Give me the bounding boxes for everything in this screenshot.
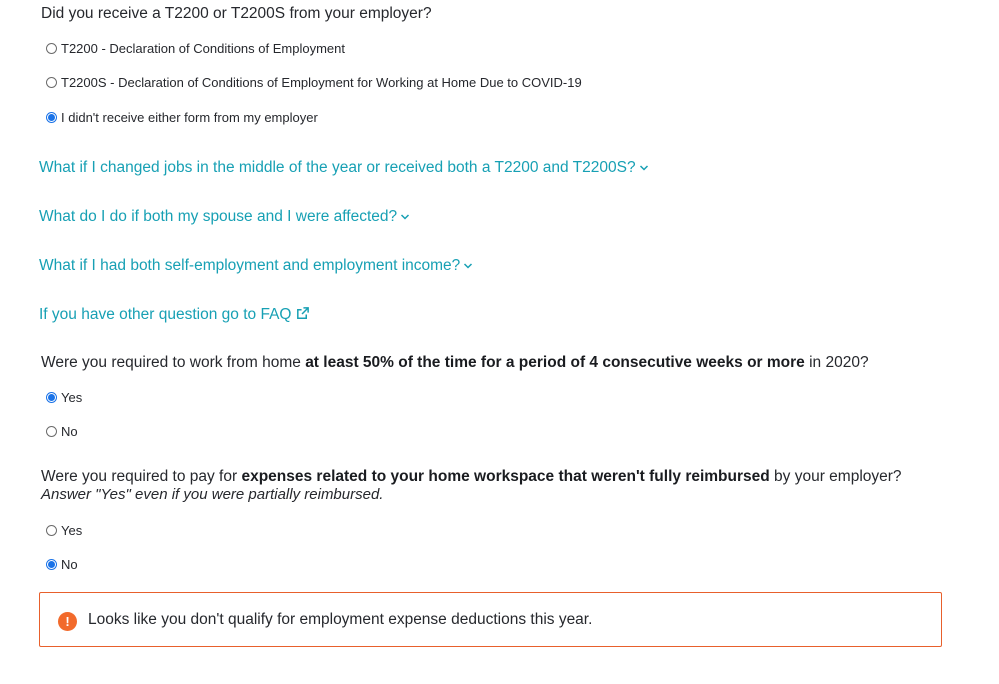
radio-option-t2200s[interactable] xyxy=(46,73,582,91)
radio-no-form[interactable] xyxy=(46,112,57,123)
radio-option-no-form[interactable] xyxy=(46,108,318,126)
radio-t2200s[interactable] xyxy=(46,77,57,88)
exclamation-icon: ! xyxy=(58,612,77,631)
question-hint: Answer "Yes" even if you were partially reimbursed. xyxy=(41,486,384,503)
radio-option-wfh-no[interactable] xyxy=(46,422,78,440)
faq-link-label: What do I do if both my spouse and I were affected? xyxy=(39,208,398,225)
radio-label: I didn't receive either form from my employer xyxy=(61,109,318,125)
question-home-expenses xyxy=(41,467,902,486)
chevron-down-icon xyxy=(400,212,410,222)
ineligible-alert xyxy=(39,592,942,647)
question-work-from-home xyxy=(41,353,869,372)
radio-label: No xyxy=(61,423,78,439)
question-emphasis: at least 50% of the time for a period of 4 consecutive weeks or more xyxy=(305,354,805,371)
faq-link-label: What if I changed jobs in the middle of the year or received both a T2200 and T2200S? xyxy=(39,159,636,176)
radio-label: Yes xyxy=(61,389,83,405)
faq-link-self-employment[interactable] xyxy=(39,257,473,275)
question-t2200: Did you receive a T2200 or T2200S from your employer? xyxy=(41,5,432,22)
question-text: Were you required to work from home xyxy=(41,354,306,371)
radio-option-expenses-no[interactable] xyxy=(46,555,78,573)
question-text: Were you required to pay for xyxy=(41,468,242,485)
radio-label: T2200 - Declaration of Conditions of Employment xyxy=(61,40,345,56)
radio-wfh-yes[interactable] xyxy=(46,392,57,403)
radio-option-wfh-yes[interactable] xyxy=(46,388,82,406)
question-text: in 2020? xyxy=(804,354,869,371)
radio-label: No xyxy=(61,556,78,572)
question-text: by your employer? xyxy=(769,468,902,485)
faq-page-link[interactable] xyxy=(39,306,310,324)
chevron-down-icon xyxy=(463,261,473,271)
radio-expenses-yes[interactable] xyxy=(46,525,57,536)
faq-page-link-label: If you have other question go to FAQ xyxy=(39,306,292,323)
faq-link-label: What if I had both self-employment and employment income? xyxy=(39,257,461,274)
radio-label: Yes xyxy=(61,522,83,538)
question-emphasis: expenses related to your home workspace that weren't fully reimbursed xyxy=(241,468,770,485)
radio-expenses-no[interactable] xyxy=(46,559,57,570)
radio-t2200[interactable] xyxy=(46,43,57,54)
radio-label: T2200S - Declaration of Conditions of Employment for Working at Home Due to COVID-19 xyxy=(61,74,582,90)
faq-link-spouse[interactable] xyxy=(39,208,410,226)
faq-link-changed-jobs[interactable] xyxy=(39,159,649,177)
external-link-icon xyxy=(295,306,310,321)
radio-option-expenses-yes[interactable] xyxy=(46,521,82,539)
alert-message: Looks like you don't qualify for employment expense deductions this year. xyxy=(88,610,593,628)
radio-option-t2200[interactable] xyxy=(46,39,345,57)
radio-wfh-no[interactable] xyxy=(46,426,57,437)
chevron-down-icon xyxy=(639,163,649,173)
